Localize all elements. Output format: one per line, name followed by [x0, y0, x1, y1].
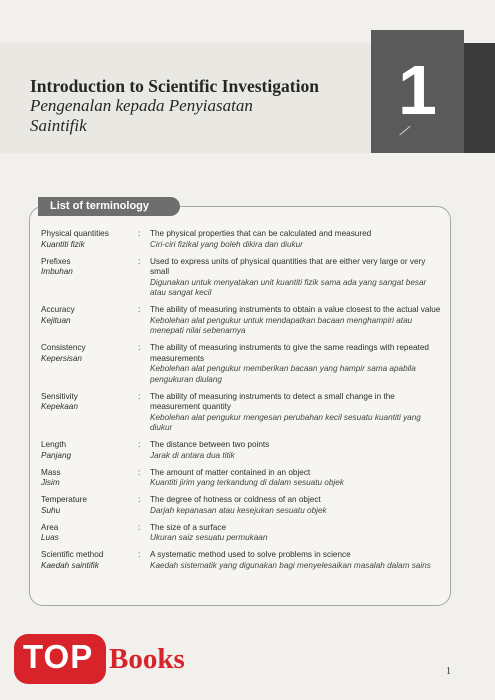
- term-row: [41, 468, 447, 489]
- term-row: [41, 495, 447, 516]
- definition-malay: Ciri-ciri fizikal yang boleh dikira dan diukur: [150, 239, 303, 249]
- terminology-tab: List of terminology: [38, 197, 180, 216]
- term-malay: Kuantiti fizik: [41, 239, 85, 249]
- term-english: Prefixes: [41, 256, 71, 266]
- term-english: Length: [41, 440, 67, 449]
- logo-books-text: Books: [109, 643, 185, 675]
- term-separator: :: [138, 467, 141, 477]
- term-separator: :: [138, 550, 141, 559]
- definition-malay: Kebolehan alat pengukur memberikan bacaan yang hampir sama apabila pengukuran diulang: [150, 364, 416, 384]
- term-malay: Suhu: [41, 505, 61, 515]
- term-english: Area: [41, 522, 59, 532]
- terminology-list: [41, 229, 447, 578]
- term-malay: Panjang: [41, 450, 72, 460]
- term-malay: Kepekaan: [41, 402, 78, 411]
- term-row: [41, 523, 447, 544]
- page-number: 1: [446, 666, 451, 677]
- definition-english: The physical properties that can be calculated and measured: [150, 229, 372, 238]
- topbooks-logo: [14, 632, 185, 692]
- definition-malay: Kaedah sistematik yang digunakan bagi menyelesaikan masalah dalam sains: [150, 560, 431, 570]
- term-separator: :: [138, 522, 141, 532]
- definition-english: The degree of hotness or coldness of an object: [150, 495, 321, 504]
- term-english: Accuracy: [41, 305, 75, 314]
- term-row: [41, 229, 447, 250]
- logo-top-text: TOP: [23, 638, 94, 675]
- term-row: [41, 343, 447, 385]
- term-row: [41, 440, 447, 461]
- chapter-title-block: [30, 76, 319, 136]
- term-malay: Kaedah saintifik: [41, 560, 99, 570]
- term-malay: Kejituan: [41, 315, 71, 325]
- chapter-title-english: Introduction to Scientific Investigation: [30, 76, 319, 96]
- definition-english: The ability of measuring instruments to give the same readings with repeated measurements: [150, 343, 429, 363]
- term-english: Mass: [41, 467, 61, 477]
- term-malay: Kepersisan: [41, 353, 82, 363]
- definition-malay: Kuantiti jirim yang terkandung di dalam sesuatu objek: [150, 478, 344, 487]
- term-separator: :: [138, 229, 141, 238]
- definition-english: A systematic method used to solve problems in science: [150, 550, 351, 559]
- term-malay: Jisim: [41, 478, 60, 487]
- term-english: Sensitivity: [41, 391, 78, 401]
- chapter-title-malay-line2: Saintifik: [30, 116, 87, 135]
- definition-malay: Kebolehan alat pengukur untuk mendapatkan bacaan menghampiri atau menepati nilai sebenarnya: [150, 315, 413, 335]
- chapter-side-strip: [464, 43, 495, 153]
- term-row: [41, 257, 447, 299]
- term-row: [41, 392, 447, 434]
- term-separator: :: [138, 440, 141, 449]
- definition-malay: Digunakan untuk menyatakan unit kuantiti fizik sama ada yang sangat besar atau sangat kecil: [150, 277, 427, 297]
- term-malay: Luas: [41, 533, 59, 542]
- term-english: Consistency: [41, 343, 86, 352]
- term-separator: :: [138, 305, 141, 314]
- term-row: [41, 305, 447, 337]
- term-english: Scientific method: [41, 550, 104, 559]
- definition-english: The ability of measuring instruments to detect a small change in the measurement quantity: [150, 391, 395, 411]
- term-english: Physical quantities: [41, 229, 109, 238]
- definition-english: Used to express units of physical quantities that are either very large or very small: [150, 256, 426, 276]
- definition-malay: Kebolehan alat pengukur mengesan perubahan kecil sesuatu kuantiti yang diukur: [150, 412, 421, 432]
- definition-english: The amount of matter contained in an object: [150, 467, 311, 477]
- term-row: [41, 550, 447, 571]
- definition-english: The ability of measuring instruments to obtain a value closest to the actual value: [150, 305, 441, 314]
- term-separator: :: [138, 256, 141, 266]
- term-separator: :: [138, 495, 141, 504]
- definition-english: The distance between two points: [150, 440, 270, 449]
- term-english: Temperature: [41, 495, 87, 504]
- term-malay: Imbuhan: [41, 267, 73, 276]
- term-separator: :: [138, 343, 141, 352]
- definition-malay: Jarak di antara dua titik: [150, 450, 235, 460]
- definition-english: The size of a surface: [150, 522, 226, 532]
- chapter-number: 1: [398, 51, 437, 129]
- term-separator: :: [138, 391, 141, 401]
- chapter-title-malay-line1: Pengenalan kepada Penyiasatan: [30, 96, 253, 115]
- definition-malay: Ukuran saiz sesuatu permukaan: [150, 533, 268, 542]
- definition-malay: Darjah kepanasan atau kesejukan sesuatu objek: [150, 505, 327, 515]
